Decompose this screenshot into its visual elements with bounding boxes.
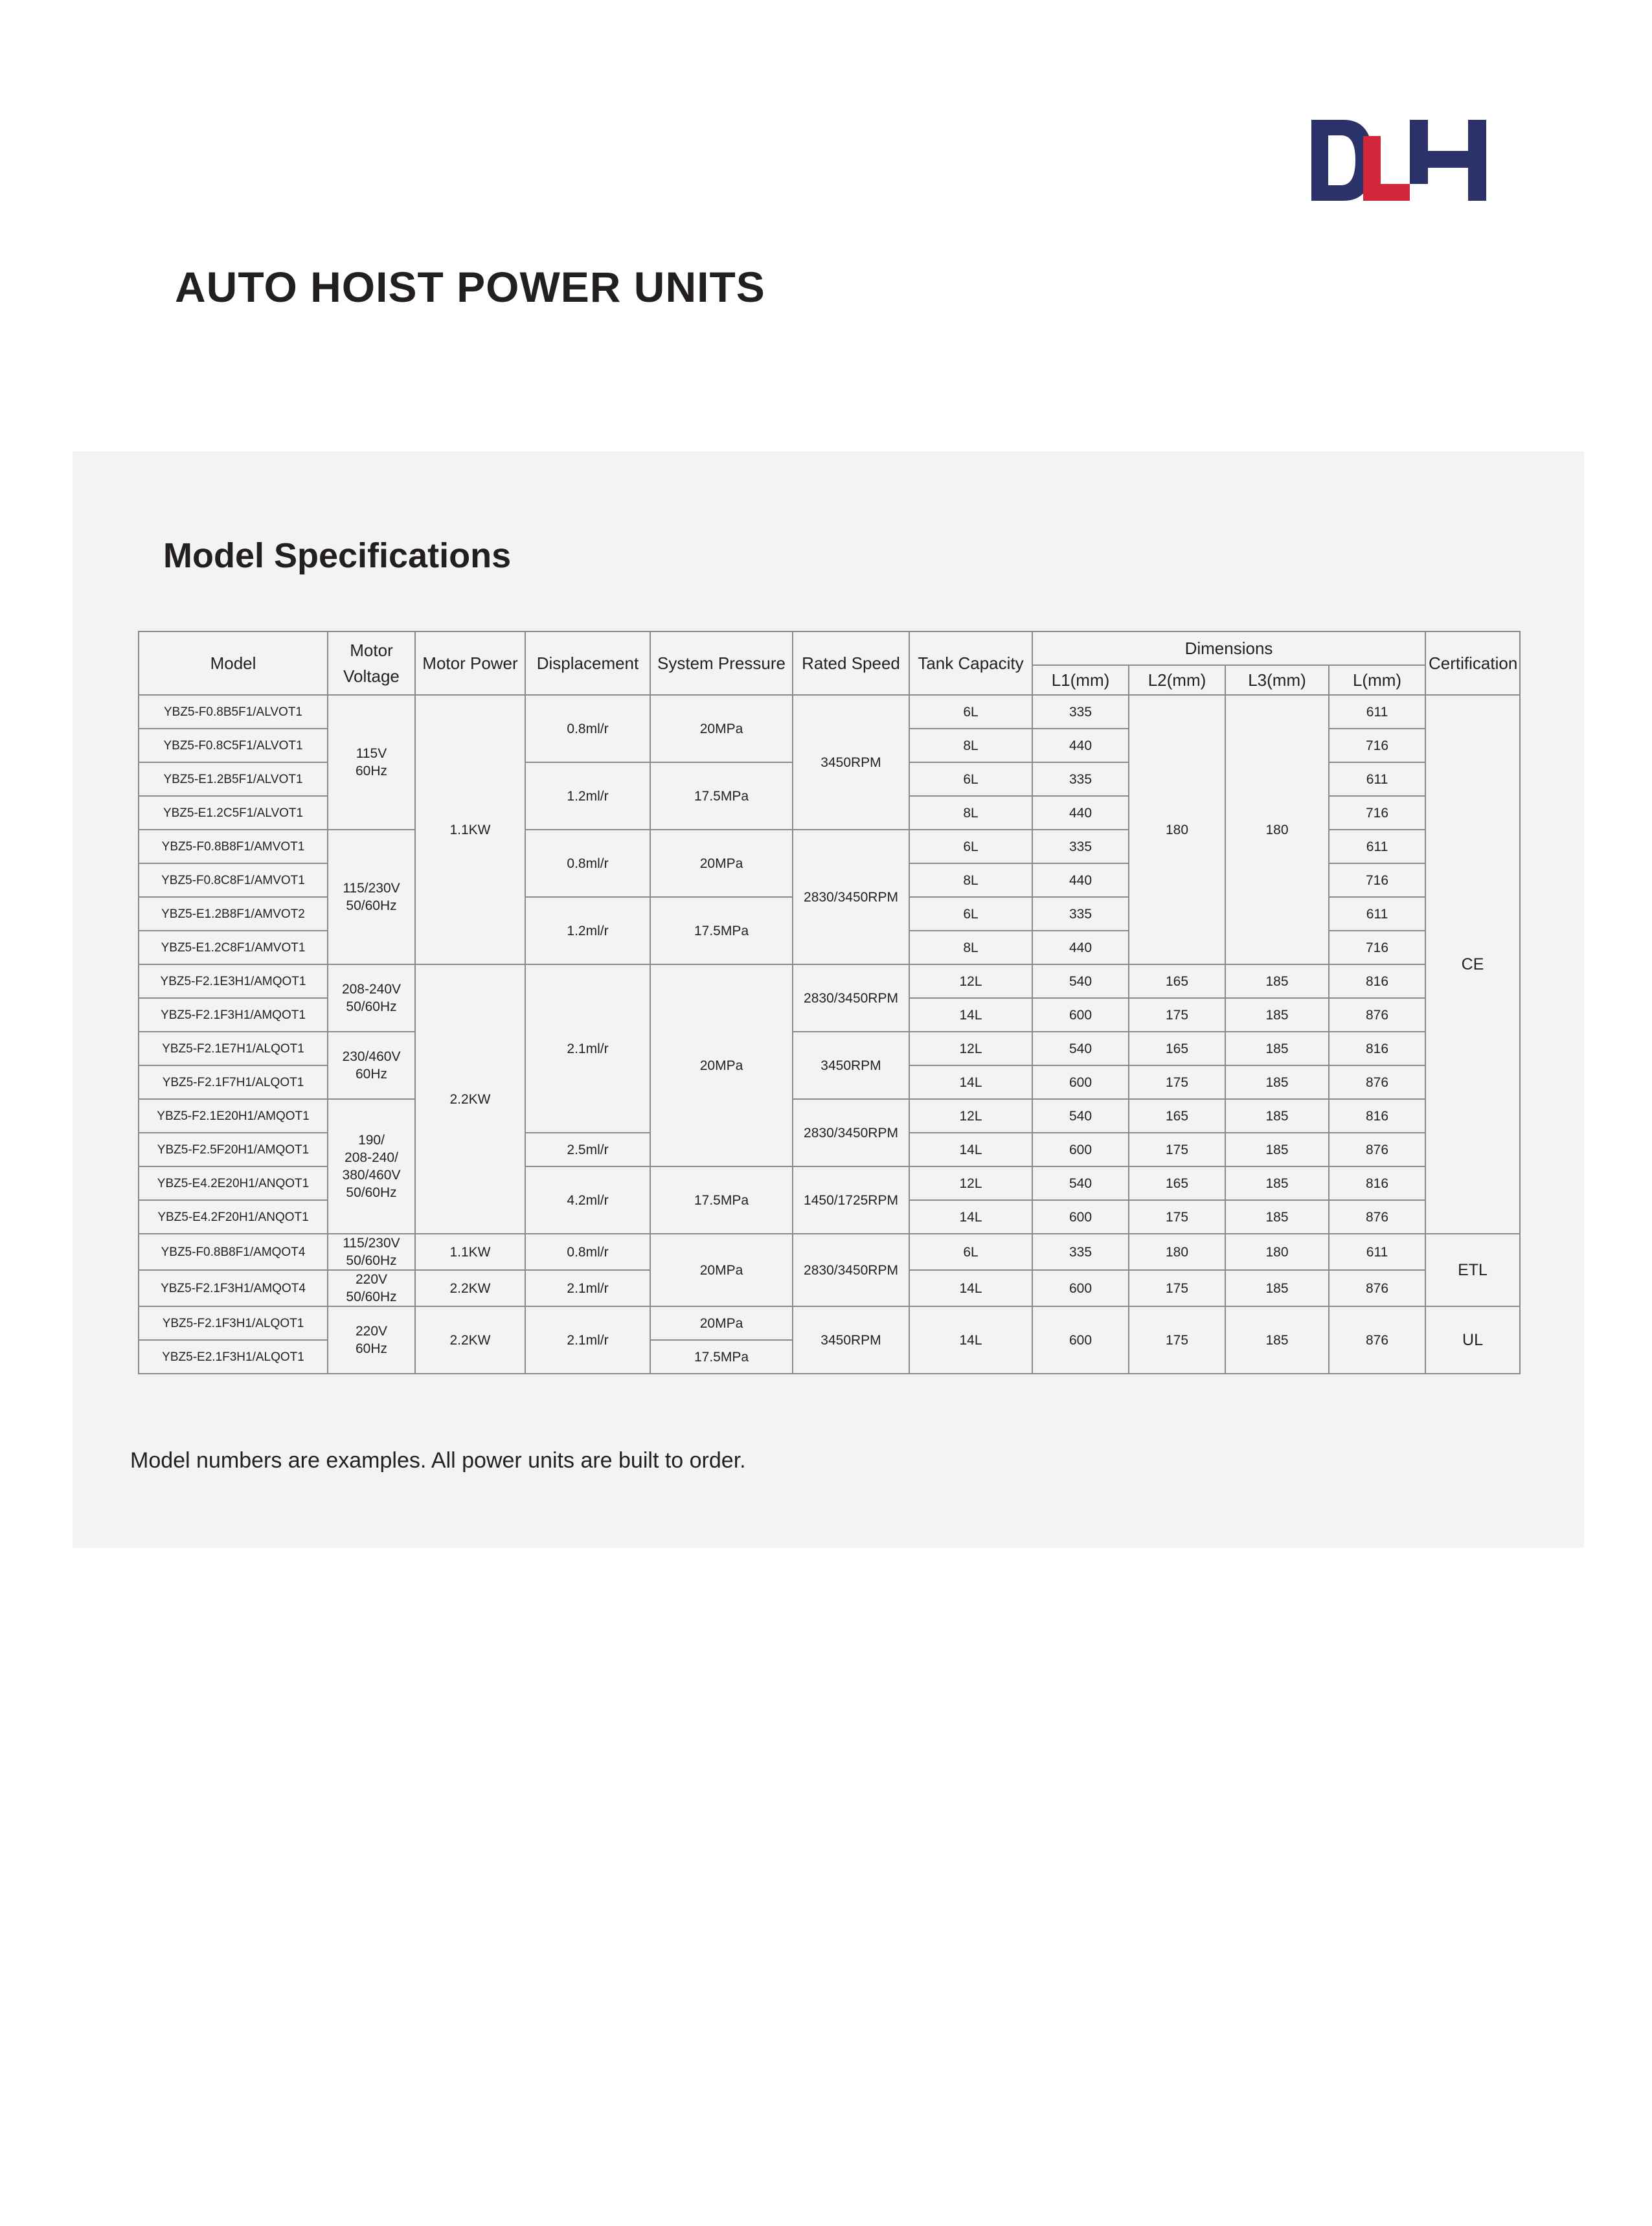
table-row [139,695,1520,729]
cell-l: 716 [1329,729,1425,762]
cell-power: 2.2KW [415,1270,525,1306]
cell-l: 716 [1329,931,1425,964]
cell-speed: 2830/3450RPM [793,1234,909,1306]
table-row [139,1099,1520,1133]
cell-tank: 12L [909,1099,1032,1133]
cell-tank: 12L [909,964,1032,998]
cell-voltage: 220V 50/60Hz [328,1270,415,1306]
cell-model: YBZ5-E1.2C5F1/ALVOT1 [139,796,328,830]
col-header-tank-capacity: Tank Capacity [909,631,1032,695]
col-header-l: L(mm) [1329,665,1425,695]
cell-l1: 540 [1032,964,1129,998]
cell-l1: 440 [1032,863,1129,897]
cell-speed: 2830/3450RPM [793,964,909,1032]
cell-l2: 175 [1129,1065,1225,1099]
cell-power: 1.1KW [415,1234,525,1270]
cell-l: 816 [1329,1166,1425,1200]
cell-l2: 175 [1129,1133,1225,1166]
col-header-displacement: Displacement [525,631,650,695]
cell-l1: 335 [1032,897,1129,931]
cell-tank: 14L [909,998,1032,1032]
cell-l: 816 [1329,964,1425,998]
col-header-dimensions: Dimensions [1032,631,1425,665]
cell-l2: 175 [1129,1200,1225,1234]
cell-l1: 335 [1032,1234,1129,1270]
cell-l3: 185 [1225,1200,1329,1234]
cell-l1: 335 [1032,762,1129,796]
logo-letter-h [1410,120,1486,201]
dlh-logo [1311,120,1486,201]
cell-l1: 600 [1032,1065,1129,1099]
cell-tank: 8L [909,729,1032,762]
cell-tank: 8L [909,931,1032,964]
cell-l: 611 [1329,830,1425,863]
cell-model: YBZ5-E1.2B5F1/ALVOT1 [139,762,328,796]
cell-l3: 180 [1225,695,1329,964]
cell-l: 876 [1329,1306,1425,1374]
cell-l: 876 [1329,1133,1425,1166]
cell-l3: 185 [1225,998,1329,1032]
cell-model: YBZ5-E1.2C8F1/AMVOT1 [139,931,328,964]
cell-l2: 175 [1129,998,1225,1032]
cell-model: YBZ5-F0.8B5F1/ALVOT1 [139,695,328,729]
cell-tank: 6L [909,897,1032,931]
cell-l1: 540 [1032,1032,1129,1065]
cell-power: 2.2KW [415,1306,525,1374]
col-header-l1: L1(mm) [1032,665,1129,695]
col-header-l3: L3(mm) [1225,665,1329,695]
cell-tank: 14L [909,1133,1032,1166]
cell-model: YBZ5-F0.8C5F1/ALVOT1 [139,729,328,762]
cell-tank: 6L [909,762,1032,796]
cell-power: 1.1KW [415,695,525,964]
cell-l: 716 [1329,863,1425,897]
cell-l1: 600 [1032,998,1129,1032]
cell-tank: 14L [909,1306,1032,1374]
table-row [139,1306,1520,1340]
cell-l: 876 [1329,998,1425,1032]
cell-l2: 175 [1129,1270,1225,1306]
cell-pressure: 20MPa [650,695,793,762]
cell-l: 716 [1329,796,1425,830]
section-title: Model Specifications [163,536,512,575]
cell-pressure: 20MPa [650,830,793,897]
cell-l1: 335 [1032,830,1129,863]
col-header-rated-speed: Rated Speed [793,631,909,695]
cell-l2: 165 [1129,964,1225,998]
cell-tank: 6L [909,1234,1032,1270]
cell-displacement: 2.1ml/r [525,1306,650,1374]
cell-displacement: 2.1ml/r [525,964,650,1133]
cell-l1: 600 [1032,1270,1129,1306]
cell-l3: 185 [1225,1270,1329,1306]
cell-pressure: 17.5MPa [650,1340,793,1374]
cell-l3: 185 [1225,1065,1329,1099]
cell-l2: 180 [1129,1234,1225,1270]
cell-l3: 185 [1225,1099,1329,1133]
cell-displacement: 4.2ml/r [525,1166,650,1234]
cell-speed: 1450/1725RPM [793,1166,909,1234]
cell-voltage: 115/230V 50/60Hz [328,1234,415,1270]
cell-l: 611 [1329,695,1425,729]
cell-displacement: 0.8ml/r [525,830,650,897]
cell-tank: 12L [909,1166,1032,1200]
col-header-motor-power: Motor Power [415,631,525,695]
cell-tank: 14L [909,1065,1032,1099]
cell-model: YBZ5-F2.1E7H1/ALQOT1 [139,1032,328,1065]
cell-tank: 6L [909,830,1032,863]
cell-model: YBZ5-F0.8B8F1/AMVOT1 [139,830,328,863]
cell-displacement: 0.8ml/r [525,695,650,762]
spec-table [138,631,1521,1374]
table-row [139,1032,1520,1065]
cell-displacement: 1.2ml/r [525,762,650,830]
cell-model: YBZ5-E2.1F3H1/ALQOT1 [139,1340,328,1374]
cell-pressure: 17.5MPa [650,762,793,830]
cell-speed: 2830/3450RPM [793,1099,909,1166]
cell-model: YBZ5-E1.2B8F1/AMVOT2 [139,897,328,931]
cell-voltage: 115/230V 50/60Hz [328,830,415,964]
cell-l2: 165 [1129,1166,1225,1200]
cell-l2: 180 [1129,695,1225,964]
cell-l: 611 [1329,897,1425,931]
col-header-system-pressure: System Pressure [650,631,793,695]
cell-voltage: 220V 60Hz [328,1306,415,1374]
cell-l3: 185 [1225,1166,1329,1200]
cell-l3: 185 [1225,1032,1329,1065]
cell-displacement: 1.2ml/r [525,897,650,964]
cell-l: 611 [1329,1234,1425,1270]
cell-l: 816 [1329,1032,1425,1065]
cell-l: 611 [1329,762,1425,796]
cell-model: YBZ5-F2.1F3H1/AMQOT4 [139,1270,328,1306]
cell-speed: 2830/3450RPM [793,830,909,964]
table-row [139,964,1520,998]
cell-model: YBZ5-F0.8B8F1/AMQOT4 [139,1234,328,1270]
cell-l1: 540 [1032,1166,1129,1200]
col-header-certification: Certification [1425,631,1520,695]
cell-model: YBZ5-E4.2F20H1/ANQOT1 [139,1200,328,1234]
cell-l2: 175 [1129,1306,1225,1374]
cell-tank: 6L [909,695,1032,729]
cell-pressure: 17.5MPa [650,897,793,964]
cell-l: 876 [1329,1065,1425,1099]
cell-pressure: 20MPa [650,1234,793,1306]
cell-voltage: 230/460V 60Hz [328,1032,415,1099]
footnote: Model numbers are examples. All power units are built to order. [130,1448,746,1473]
col-header-motor-voltage: Motor Voltage [328,631,415,695]
cell-tank: 8L [909,796,1032,830]
cell-pressure: 20MPa [650,1306,793,1340]
cell-l3: 185 [1225,964,1329,998]
cell-certification: CE [1425,695,1520,1234]
cell-model: YBZ5-F2.1F3H1/AMQOT1 [139,998,328,1032]
cell-displacement: 2.1ml/r [525,1270,650,1306]
cell-l1: 440 [1032,931,1129,964]
cell-power: 2.2KW [415,964,525,1234]
cell-l: 876 [1329,1200,1425,1234]
page-title: AUTO HOIST POWER UNITS [175,263,765,311]
cell-displacement: 2.5ml/r [525,1133,650,1166]
cell-model: YBZ5-F0.8C8F1/AMVOT1 [139,863,328,897]
col-header-model: Model [139,631,328,695]
cell-speed: 3450RPM [793,1306,909,1374]
cell-pressure: 20MPa [650,964,793,1166]
cell-certification: UL [1425,1306,1520,1374]
cell-model: YBZ5-E4.2E20H1/ANQOT1 [139,1166,328,1200]
cell-l2: 165 [1129,1099,1225,1133]
cell-l: 876 [1329,1270,1425,1306]
cell-model: YBZ5-F2.1E20H1/AMQOT1 [139,1099,328,1133]
cell-l1: 335 [1032,695,1129,729]
col-header-l2: L2(mm) [1129,665,1225,695]
cell-l1: 440 [1032,796,1129,830]
cell-l3: 185 [1225,1306,1329,1374]
cell-voltage: 208-240V 50/60Hz [328,964,415,1032]
cell-model: YBZ5-F2.1E3H1/AMQOT1 [139,964,328,998]
cell-l1: 600 [1032,1200,1129,1234]
table-header-row [139,631,1520,665]
cell-model: YBZ5-F2.5F20H1/AMQOT1 [139,1133,328,1166]
cell-l3: 180 [1225,1234,1329,1270]
cell-tank: 8L [909,863,1032,897]
cell-tank: 14L [909,1200,1032,1234]
cell-displacement: 0.8ml/r [525,1234,650,1270]
cell-model: YBZ5-F2.1F3H1/ALQOT1 [139,1306,328,1340]
cell-voltage: 115V 60Hz [328,695,415,830]
cell-tank: 12L [909,1032,1032,1065]
cell-tank: 14L [909,1270,1032,1306]
cell-speed: 3450RPM [793,695,909,830]
table-row [139,1234,1520,1270]
cell-l3: 185 [1225,1133,1329,1166]
cell-model: YBZ5-F2.1F7H1/ALQOT1 [139,1065,328,1099]
cell-l1: 600 [1032,1306,1129,1374]
logo-letter-l [1363,136,1410,201]
cell-pressure: 17.5MPa [650,1166,793,1234]
cell-l2: 165 [1129,1032,1225,1065]
cell-speed: 3450RPM [793,1032,909,1099]
cell-l1: 440 [1032,729,1129,762]
cell-voltage: 190/ 208-240/ 380/460V 50/60Hz [328,1099,415,1234]
cell-certification: ETL [1425,1234,1520,1306]
cell-l1: 600 [1032,1133,1129,1166]
cell-l1: 540 [1032,1099,1129,1133]
cell-l: 816 [1329,1099,1425,1133]
